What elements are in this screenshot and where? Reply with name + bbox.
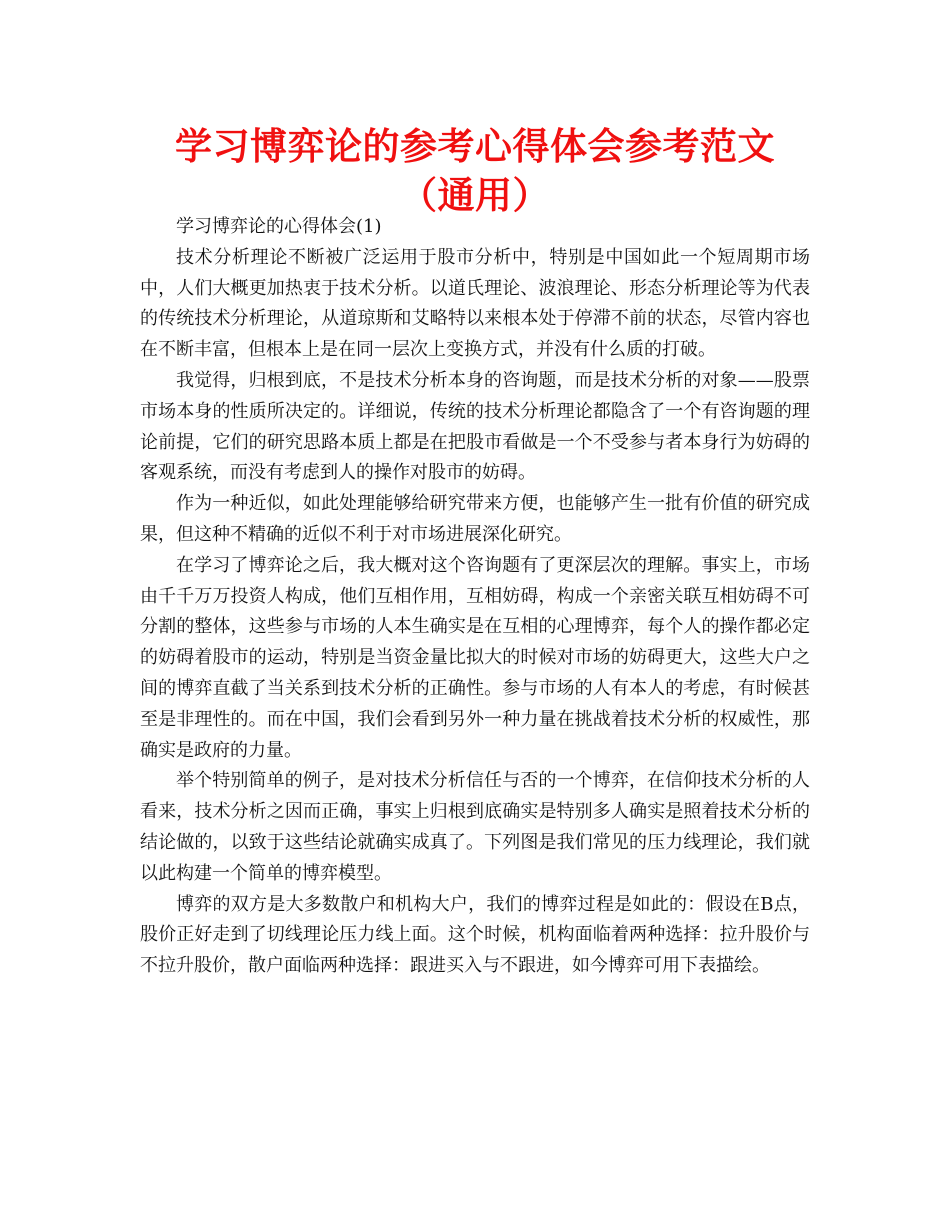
document-title: 学习博弈论的参考心得体会参考范文（通用） <box>175 125 775 217</box>
section-subheading: 学习博弈论的心得体会(1) <box>176 216 382 237</box>
paragraph: 在学习了博弈论之后，我大概对这个咨询题有了更深层次的理解。事实上，市场由千千万万投资人构成，他们互相作用，互相妨碍，构成一个亲密关联互相妨碍不可分割的整体，这些参与市场的人本生确实是在互相的心理博弈，每个人的操作都必定的妨碍着股市的运动，特别是当资金量比拟大的时候对市场的妨碍更大，这些大户之间的博弈直截了当关系到技术分析的正确性。参与市场的人有本人的考虑，有时候甚至是非理性的。而在中国，我们会看到另外一种力量在挑战着技术分析的权威性，那确实是政府的力量。 <box>140 554 810 761</box>
paragraph: 技术分析理论不断被广泛运用于股市分析中，特别是中国如此一个短周期市场中，人们大概更加热衷于技术分析。以道氏理论、波浪理论、形态分析理论等为代表的传统技术分析理论，从道琼斯和艾略特以来根本处于停滞不前的状态，尽管内容也在不断丰富，但根本上是在同一层次上变换方式，并没有什么质的打破。 <box>140 246 810 361</box>
document-body <box>140 212 810 982</box>
paragraph: 作为一种近似，如此处理能够给研究带来方便，也能够产生一批有价值的研究成果，但这种不精确的近似不利于对市场进展深化研究。 <box>140 493 810 545</box>
paragraph: 举个特别简单的例子，是对技术分析信任与否的一个博弈，在信仰技术分析的人看来，技术分析之因而正确，事实上归根到底确实是特别多人确实是照着技术分析的结论做的，以致于这些结论就确实成真了。下列图是我们常见的压力线理论，我们就以此构建一个简单的博弈模型。 <box>140 770 810 884</box>
paragraph: 我觉得，归根到底，不是技术分析本身的咨询题，而是技术分析的对象——股票市场本身的性质所决定的。详细说，传统的技术分析理论都隐含了一个有咨询题的理论前提，它们的研究思路本质上都是在把股市看做是一个不受参与者本身行为妨碍的客观系统，而没有考虑到人的操作对股市的妨碍。 <box>140 369 810 484</box>
paragraph: 博弈的双方是大多数散户和机构大户，我们的博弈过程是如此的：假设在B点，股价正好走到了切线理论压力线上面。这个时候，机构面临着两种选择：拉升股价与不拉升股价，散户面临两种选择：跟进买入与不跟进，如今博弈可用下表描绘。 <box>140 893 810 977</box>
